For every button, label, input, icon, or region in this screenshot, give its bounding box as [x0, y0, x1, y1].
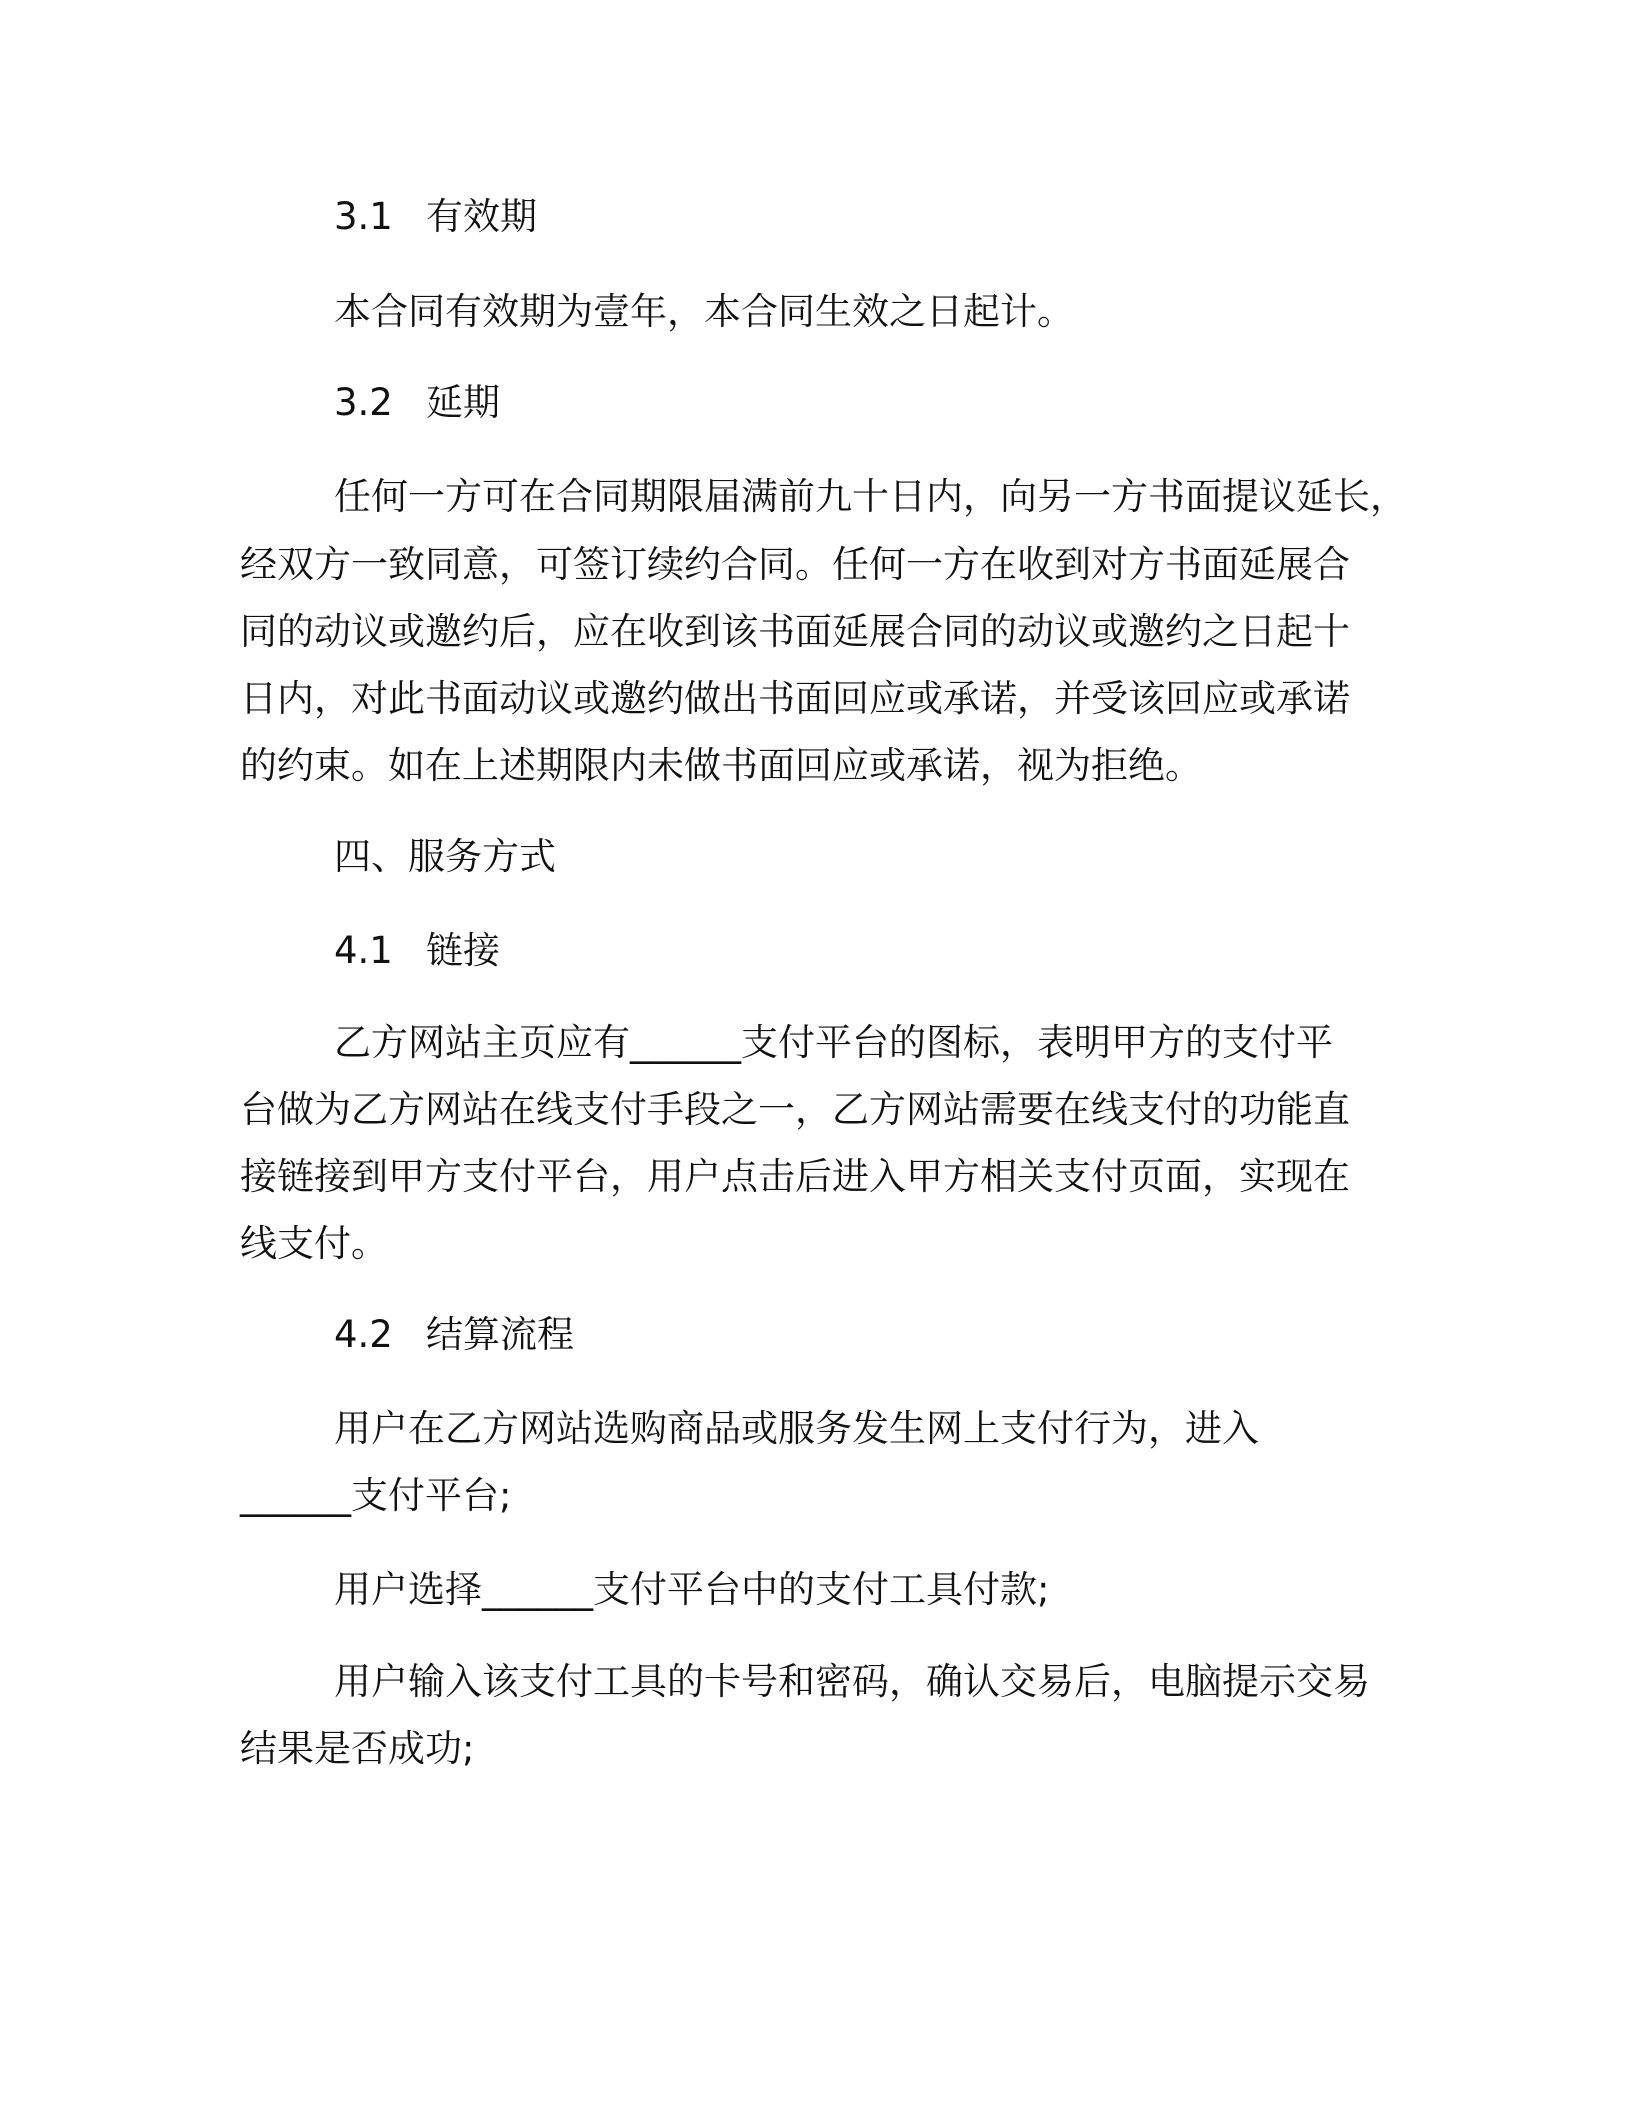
paragraph-line: 用户在乙方网站选购商品或服务发生网上支付行为，进入: [334, 1407, 1259, 1450]
paragraph-line: 线支付。: [240, 1222, 388, 1265]
section-heading: 四、服务方式: [334, 835, 556, 878]
paragraph-line: 结果是否成功;: [240, 1727, 475, 1770]
heading-number: 3.1: [334, 195, 393, 238]
paragraph-line: ______支付平台;: [240, 1474, 512, 1517]
heading-3-2: [334, 378, 500, 428]
heading-number: 4.1: [334, 929, 393, 972]
heading-4-1: [334, 926, 500, 976]
paragraph-line: 台做为乙方网站在线支付手段之一，乙方网站需要在线支付的功能直: [240, 1088, 1350, 1131]
paragraph-line: 乙方网站主页应有______支付平台的图标，表明甲方的支付平: [334, 1021, 1333, 1064]
heading-title: 延期: [426, 381, 500, 424]
paragraph-line: 日内，对此书面动议或邀约做出书面回应或承诺，并受该回应或承诺: [240, 677, 1350, 720]
paragraph-line: 同的动议或邀约后，应在收到该书面延展合同的动议或邀约之日起十: [240, 610, 1350, 653]
heading-3-1: [334, 192, 537, 242]
paragraph-line: 的约束。如在上述期限内未做书面回应或承诺，视为拒绝。: [240, 744, 1202, 787]
paragraph-line: 用户选择______支付平台中的支付工具付款;: [334, 1568, 1050, 1611]
paragraph-line: 本合同有效期为壹年，本合同生效之日起计。: [334, 290, 1074, 333]
heading-number: 3.2: [334, 381, 393, 424]
heading-title: 结算流程: [426, 1313, 574, 1356]
paragraph-line: 经双方一致同意，可签订续约合同。任何一方在收到对方书面延展合: [240, 543, 1350, 586]
heading-4-2: [334, 1310, 574, 1360]
paragraph-line: 任何一方可在合同期限届满前九十日内，向另一方书面提议延长，: [334, 475, 1407, 518]
heading-title: 链接: [426, 929, 500, 972]
heading-title: 有效期: [426, 195, 537, 238]
heading-number: 4.2: [334, 1313, 393, 1356]
paragraph-line: 接链接到甲方支付平台，用户点击后进入甲方相关支付页面，实现在: [240, 1155, 1350, 1198]
paragraph-line: 用户输入该支付工具的卡号和密码，确认交易后，电脑提示交易: [334, 1660, 1370, 1703]
